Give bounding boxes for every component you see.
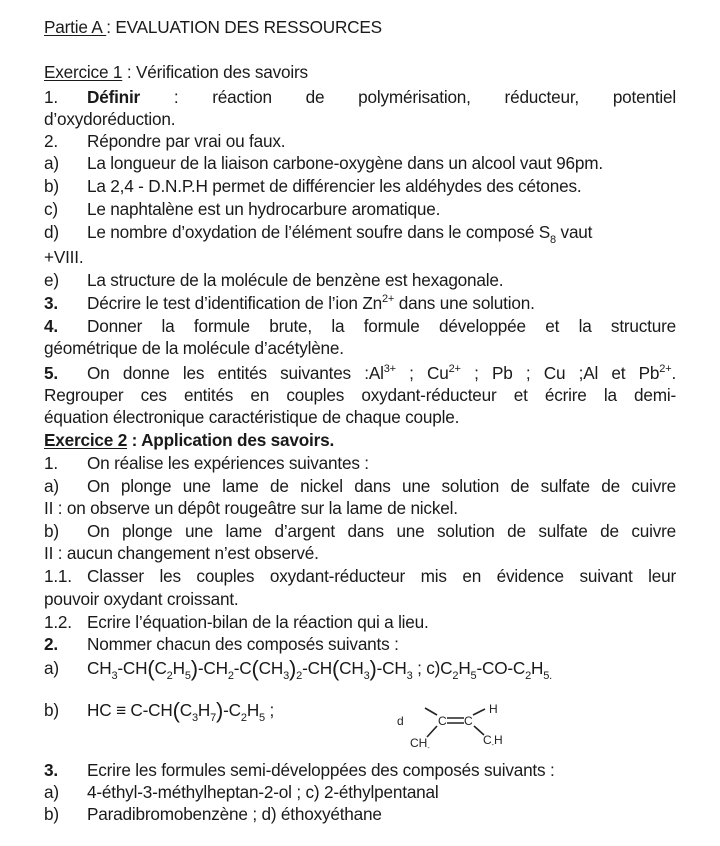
- question-text: Nommer chacun des composés suivants :: [87, 634, 399, 654]
- item-letter: b): [44, 804, 59, 824]
- question-text: Donner la formule brute, la formule développée et la structure: [87, 316, 676, 336]
- formula-text: ; c)C: [412, 658, 453, 678]
- part-label: Partie A: [44, 17, 107, 37]
- ex1-question-5-cont: Regrouper ces entités en couples oxydant-réducteur et écrire la demi-: [44, 385, 676, 405]
- superscript: 2+: [448, 363, 461, 375]
- group-text: C: [483, 733, 492, 747]
- superscript: 3+: [383, 363, 396, 375]
- left-group: [410, 736, 430, 752]
- carbon-1: C: [438, 714, 447, 728]
- formula-b: [87, 698, 275, 724]
- item-letter: d): [44, 222, 59, 242]
- item-letter: c): [44, 199, 58, 219]
- formula-subscript: 3: [111, 670, 118, 682]
- question-text: ; Pb ; Cu ;Al et Pb: [460, 363, 660, 383]
- true-false-item-e: [44, 269, 676, 291]
- formula-parenthesis: ): [216, 698, 224, 723]
- formula-parenthesis: (: [147, 656, 155, 681]
- ex1-question-5-cont2: équation électronique caractéristique de chaque couple.: [44, 407, 460, 427]
- right-bottom-group: [483, 733, 503, 749]
- formula-text: H: [246, 700, 260, 720]
- ex2-question-2: [44, 633, 676, 655]
- formula-text: H: [172, 658, 185, 678]
- item-text: Le naphtalène est un hydrocarbure aromatique.: [87, 199, 441, 219]
- item-text: La structure de la molécule de benzène est hexagonale.: [87, 270, 504, 290]
- formula-subscript: 2: [166, 670, 173, 682]
- bond-left-bottom: [427, 726, 437, 737]
- carbon-2: C: [464, 714, 473, 728]
- question-number: 3.: [44, 760, 58, 780]
- formula-subscript: 5: [470, 670, 477, 682]
- question-verb: Définir: [87, 87, 141, 107]
- formula-a-line: [44, 656, 676, 682]
- subscript: 8: [550, 234, 556, 246]
- item-letter: a): [44, 153, 59, 173]
- formula-text: -C: [223, 700, 241, 720]
- question-text: Répondre par vrai ou faux.: [87, 131, 286, 151]
- formula-text: -CO-C: [476, 658, 526, 678]
- ex2-question-1-1: [44, 565, 676, 587]
- item-letter: d: [397, 714, 404, 728]
- bond-left-top: [425, 708, 437, 715]
- part-heading: [44, 16, 676, 38]
- superscript: 2+: [659, 363, 672, 375]
- formula-text: -CH: [197, 658, 228, 678]
- ex2-question-1-1-cont: pouvoir oxydant croissant.: [44, 589, 239, 609]
- exercise-1-heading: [44, 61, 676, 83]
- formula-text: H: [531, 658, 544, 678]
- question-text: .: [671, 363, 677, 383]
- formula-b-line: [44, 698, 676, 724]
- exercise-1-label: Exercice 1: [44, 62, 123, 82]
- formula-text: ;: [264, 700, 275, 720]
- question-text: Ecrire l’équation-bilan de la réaction qui a lieu.: [87, 612, 429, 632]
- ex2-question-1-2: [44, 611, 676, 633]
- question-number: 2.: [44, 634, 58, 654]
- true-false-item-c: [44, 198, 676, 220]
- question-text: : réaction de polymérisation, réducteur, potentiel: [140, 87, 676, 107]
- item-text: On plonge une lame de nickel dans une solution de sulfate de cuivre: [87, 476, 676, 496]
- formula-subscript: 5: [259, 712, 265, 724]
- compound-name-a: [44, 781, 676, 803]
- formula-text: CH: [339, 658, 364, 678]
- item-text: On plonge une lame d’argent dans une solution de sulfate de cuivre: [87, 521, 676, 541]
- item-letter: b): [44, 521, 59, 541]
- formula-text: -CH: [117, 658, 148, 678]
- formula-subscript: 2: [240, 712, 247, 724]
- formula-subscript: 3: [283, 670, 289, 682]
- right-top-atom: H: [489, 702, 498, 716]
- ex1-question-1: [44, 86, 676, 108]
- item-letter: a): [44, 476, 59, 496]
- formula-text: -CH: [302, 658, 333, 678]
- true-false-item-b: [44, 175, 676, 197]
- question-number: 5.: [44, 363, 58, 383]
- superscript: 2+: [382, 293, 395, 305]
- ex1-question-2: [44, 130, 676, 152]
- item-text-end: vaut: [555, 222, 593, 242]
- item-text: La 2,4 - D.N.P.H permet de différencier les aldéhydes des cétones.: [87, 176, 582, 196]
- ex1-question-4: [44, 315, 676, 337]
- true-false-item-d-cont: +VIII.: [44, 247, 84, 267]
- question-number: 1.2.: [44, 612, 72, 632]
- item-letter: a): [44, 782, 59, 802]
- formula-subscript: 5: [184, 670, 191, 682]
- question-text: On réalise les expériences suivantes :: [87, 453, 369, 473]
- question-text-end: dans une solution.: [394, 293, 535, 313]
- formula-a: [87, 656, 553, 682]
- compound-name-b: [44, 803, 676, 825]
- true-false-item-d: [44, 221, 676, 246]
- formula-subscript: 5.: [543, 670, 553, 682]
- formula-parenthesis: ): [289, 656, 297, 681]
- formula-text: C: [179, 700, 192, 720]
- ex1-question-5: [44, 362, 676, 384]
- question-number: 2.: [44, 131, 58, 151]
- ex1-question-3: [44, 292, 676, 314]
- formula-subscript: 7: [210, 712, 216, 724]
- item-letter: a): [44, 658, 59, 678]
- experiment-b-cont: II : aucun changement n’est observé.: [44, 543, 319, 563]
- structural-formula-d: [394, 700, 544, 755]
- item-letter: e): [44, 270, 59, 290]
- formula-parenthesis: (: [172, 698, 180, 723]
- formula-text: CH: [258, 658, 284, 678]
- question-number: 4.: [44, 316, 58, 336]
- formula-subscript: 3: [406, 670, 413, 682]
- experiment-a: [44, 475, 676, 497]
- item-text: La longueur de la liaison carbone-oxygène dans un alcool vaut 96pm.: [87, 153, 603, 173]
- question-text: Décrire le test d’identification de l’ion Zn: [87, 293, 382, 313]
- formula-text: CH: [87, 658, 112, 678]
- ex2-question-1: [44, 452, 676, 474]
- item-text: Paradibromobenzène ; d) éthoxyéthane: [87, 804, 382, 824]
- formula-subscript: 3: [191, 712, 198, 724]
- exercise-1-title: : Vérification des savoirs: [122, 62, 308, 82]
- part-title: : EVALUATION DES RESSOURCES: [106, 17, 382, 37]
- formula-text: C: [154, 658, 167, 678]
- bond-right-top: [473, 709, 485, 715]
- exercise-2-label: Exercice 2: [44, 430, 128, 450]
- group-text: H: [494, 733, 503, 747]
- ex1-question-4-cont: géométrique de la molécule d’acétylène.: [44, 338, 344, 358]
- formula-text: -C: [233, 658, 252, 678]
- group-text: CH: [410, 736, 428, 750]
- item-letter: b): [44, 700, 59, 720]
- exercise-2-heading: [44, 429, 676, 451]
- experiment-b: [44, 520, 676, 542]
- formula-text: H: [458, 658, 471, 678]
- question-text: On donne les entités suivantes :Al: [87, 363, 384, 383]
- formula-parenthesis: ): [190, 656, 198, 681]
- formula-text: -CH: [376, 658, 407, 678]
- true-false-item-a: [44, 152, 676, 174]
- question-text: Classer les couples oxydant-réducteur mis en évidence suivant leur: [87, 566, 676, 586]
- question-number: 1.: [44, 453, 58, 473]
- formula-subscript: 2: [452, 670, 459, 682]
- question-number: 1.: [44, 87, 58, 107]
- formula-text: HC ≡ C-CH: [87, 700, 173, 720]
- formula-parenthesis: (: [251, 656, 259, 681]
- exercise-2-title: : Application des savoirs.: [127, 430, 335, 450]
- formula-subscript: 2: [525, 670, 532, 682]
- ex1-question-1-cont: d’oxydoréduction.: [44, 109, 176, 129]
- question-number: 3.: [44, 293, 58, 313]
- ex2-question-3: [44, 759, 676, 781]
- experiment-a-cont: II : on observe un dépôt rougeâtre sur la lame de nickel.: [44, 498, 458, 518]
- subscript: -: [427, 745, 430, 752]
- formula-parenthesis: ): [369, 656, 377, 681]
- item-text: 4-éthyl-3-méthylheptan-2-ol ; c) 2-éthylpentanal: [87, 782, 439, 802]
- question-text: Ecrire les formules semi-développées des composés suivants :: [87, 760, 555, 780]
- formula-subscript: 3: [363, 670, 370, 682]
- formula-text: H: [197, 700, 211, 720]
- item-text: Le nombre d’oxydation de l’élément soufre dans le composé S: [87, 222, 551, 242]
- subscript: -: [491, 742, 495, 749]
- formula-subscript: 2: [296, 670, 303, 682]
- question-number: 1.1.: [44, 566, 72, 586]
- formula-subscript: 2: [227, 670, 234, 682]
- formula-parenthesis: (: [332, 656, 340, 681]
- item-letter: b): [44, 176, 59, 196]
- question-text: ; Cu: [395, 363, 449, 383]
